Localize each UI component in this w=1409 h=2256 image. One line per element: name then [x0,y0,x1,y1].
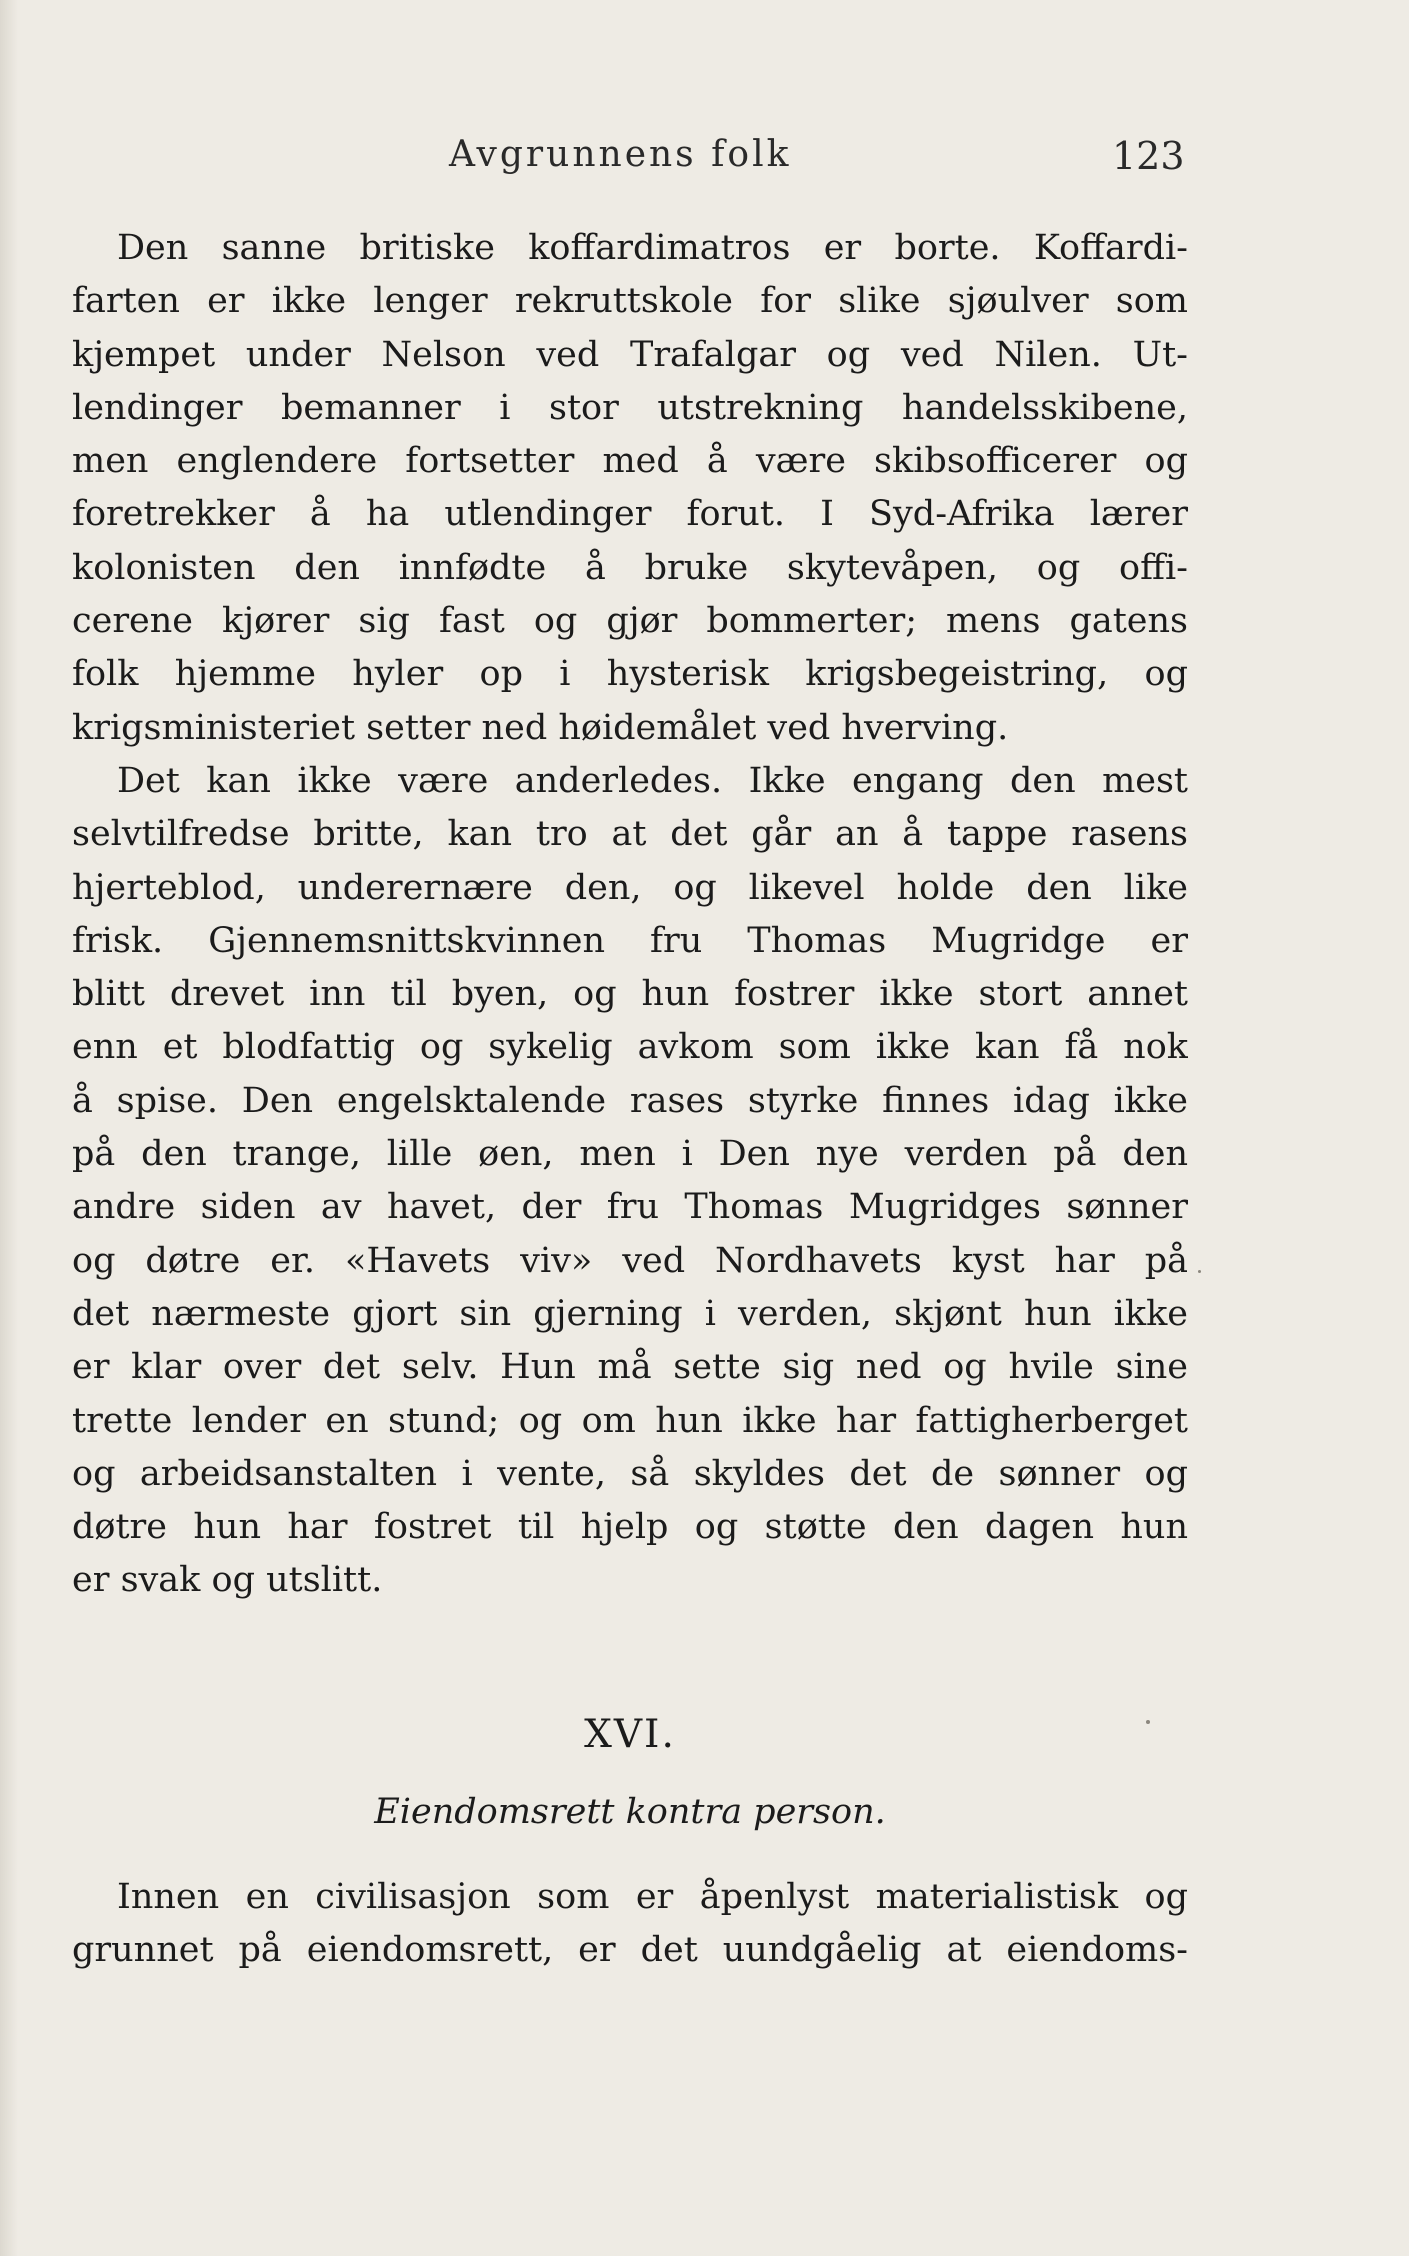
text-line: lendinger bemanner i stor utstrekning handelsskibene, [72,387,1188,428]
text-line: frisk. Gjennemsnittskvinnen fru Thomas Mugridge er [72,920,1188,961]
text-line: selvtilfredse britte, kan tro at det går an å tappe rasens [72,814,1188,855]
text-line: grunnet på eiendomsrett, er det uundgåelig at eiendoms- [72,1930,1188,1971]
text-line: cerene kjører sig fast og gjør bommerter; mens gatens [72,601,1188,642]
text-line: blitt drevet inn til byen, og hun fostrer ikke stort annet [72,974,1188,1015]
page-number: 123 [1112,134,1185,178]
text-line: Den sanne britiske koffardimatros er borte. Koffardi- [117,228,1188,268]
text-line: er klar over det selv. Hun må sette sig ned og hvile sine [72,1347,1188,1388]
chapter-number: XVI. [584,1712,676,1757]
text-line: kjempet under Nelson ved Trafalgar og ved Nilen. Ut- [72,334,1188,375]
text-line: å spise. Den engelsktalende rases styrke finnes idag ikke [72,1080,1188,1121]
text-line: og døtre er. «Havets viv» ved Nordhavets kyst har på [72,1240,1188,1281]
text-line: er svak og utslitt. [72,1560,383,1601]
text-line: på den trange, lille øen, men i Den nye verden på den [72,1134,1188,1175]
text-line: farten er ikke lenger rekruttskole for slike sjøulver som [72,281,1188,322]
text-line: folk hjemme hyler op i hysterisk krigsbegeistring, og [72,654,1188,695]
text-line: Det kan ikke være anderledes. Ikke engang den mest [117,761,1188,801]
text-line: men englendere fortsetter med å være skibsofficerer og [72,441,1188,482]
chapter-title: Eiendomsrett kontra person. [374,1792,886,1832]
paragraph-1 [72,222,1188,755]
text-line: foretrekker å ha utlendinger forut. I Syd-Afrika lærer [72,494,1188,535]
scan-edge [0,0,18,2256]
text-line: trette lender en stund; og om hun ikke har fattigherberget [72,1400,1188,1441]
paper-speck [1146,1720,1150,1724]
paragraph-2 [72,755,1188,1608]
text-line: døtre hun har fostret til hjelp og støtte den dagen hun [72,1507,1188,1548]
text-line: andre siden av havet, der fru Thomas Mugridges sønner [72,1187,1188,1228]
running-title: Avgrunnens folk [449,134,792,175]
paragraph-3 [72,1871,1188,1978]
text-line: hjerteblod, underernære den, og likevel holde den like [72,867,1188,908]
paper-speck [1198,1270,1201,1273]
text-line: og arbeidsanstalten i vente, så skyldes det de sønner og [72,1453,1188,1494]
text-line: krigsministeriet setter ned høidemålet ved hverving. [72,707,1009,748]
text-line: Innen en civilisasjon som er åpenlyst materialistisk og [117,1877,1188,1917]
text-line: kolonisten den innfødte å bruke skytevåpen, og offi- [72,547,1188,588]
text-line: enn et blodfattig og sykelig avkom som ikke kan få nok [72,1027,1188,1068]
text-line: det nærmeste gjort sin gjerning i verden, skjønt hun ikke [72,1293,1188,1334]
